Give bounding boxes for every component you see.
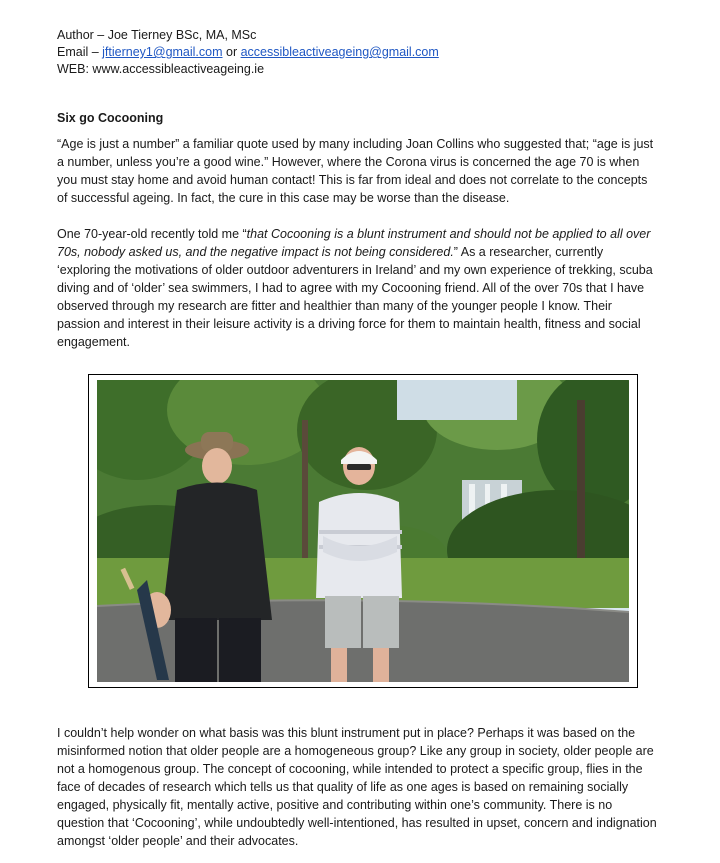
article-title: Six go Cocooning xyxy=(57,111,164,125)
paragraph-2-start: One 70-year-old recently told me “ xyxy=(57,227,247,241)
photo-frame xyxy=(88,374,638,688)
paragraph-2-end: ” As a researcher, currently ‘exploring the motivations of older outdoor adventurers in Ireland’ and my own experience of trekking, scuba diving and of ‘older’ sea swimmers, I had to agree with my Cocooning friend. All of the over 70s that I have observed through my research are fitter and healthier than many of the younger people I know. Their passion and interest in their leisure activity is a driving force for them to maintain health, fitness and social engagement. xyxy=(57,245,653,349)
email-line xyxy=(57,44,657,61)
email-prefix: Email – xyxy=(57,45,103,59)
paragraph-2 xyxy=(57,225,657,351)
email-link-1[interactable]: jftierney1@gmail.com xyxy=(102,45,223,59)
photo-two-men-in-park xyxy=(97,380,629,682)
email-link-2[interactable]: accessibleactiveageing@gmail.com xyxy=(240,45,439,59)
paragraph-1: “Age is just a number” a familiar quote used by many including Joan Collins who suggested that; “age is just a number, unless you’re a good wine.” However, where the Corona virus is concerned the age 70 is when you must stay home and avoid human contact! This is far from ideal and does not correlate to the concepts of successful ageing. In fact, the cure in this case may be worse than the disease. xyxy=(57,137,654,205)
paragraph-2-quote: that Cocooning is a blunt instrument and should not be applied to all over 70s, nobody asked us, and the negative impact is not being considered. xyxy=(57,227,651,259)
web-line: WEB: www.accessibleactiveageing.ie xyxy=(57,62,265,76)
email-joiner: or xyxy=(222,45,241,59)
paragraph-3: I couldn’t help wonder on what basis was this blunt instrument put in place? Perhaps it was based on the misinformed notion that older people are a homogeneous group? Like any group in society, older people are not a homogenous group. The concept of cocooning, while intended to protect a specific group, flies in the face of decades of research which tells us that quality of life as one ages is based on remaining socially engaged, physically fit, mentally active, positive and contributing within one’s community. There is no question that ‘Cocooning’, while undoubtedly well-intentioned, has resulted in upset, concern and indignation amongst ‘older people’ and their advocates. xyxy=(57,726,657,848)
author-header xyxy=(57,27,657,78)
author-line: Author – Joe Tierney BSc, MA, MSc xyxy=(57,28,257,42)
